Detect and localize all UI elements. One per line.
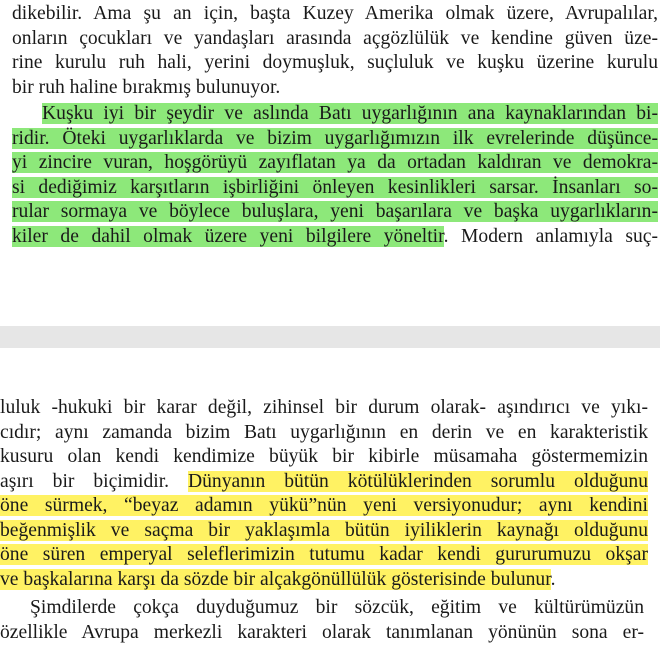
green-highlight: Kuşku iyi bir şeydir ve aslında Batı uygarlığının ana kaynaklarından bi- [42,103,658,124]
text-line [12,200,658,225]
text-line: Şimdilerde çokça duyduğumuz bir sözcük, eğitim ve kültürümüzün [0,596,644,621]
paragraph-3 [0,396,648,592]
text-line: luluk -hukuki bir karar değil, zihinsel bir durum olarak- aşındırıcı ve yıkı- [0,396,648,421]
plain-text: . Modern anlamıyla suç- [444,226,658,247]
page-gap [0,326,660,348]
text-line: bir ruh haline bırakmış bulunuyor. [12,76,658,101]
text-line [12,176,658,201]
text-line [12,127,658,152]
text-line: dikebilir. Ama şu an için, başta Kuzey Amerika olmak üzere, Avrupalılar, [12,2,658,27]
green-highlight: kiler de dahil olmak üzere yeni bilgilere yöneltir [12,226,444,247]
yellow-highlight: öne sürmek, “beyaz adamın yükü”nün yeni versiyonudur; aynı kendini [0,495,648,516]
text-line [0,494,648,519]
paragraph-1 [12,2,658,100]
text-line [12,102,658,127]
text-line [0,543,648,568]
text-line: özellikle Avrupa merkezli karakteri olarak tanımlanan yönünün sona er- [0,621,644,645]
plain-text: . [551,569,556,590]
text-line [0,519,648,544]
text-line: onların çocukları ve yandaşları arasında açgözlülük ve kendine güven üze- [12,27,658,52]
text-line [12,225,658,250]
text-line: cıdır; aynı zamanda bizim Batı uygarlığının en derin ve en karakteristik [0,421,648,446]
text-line [12,151,658,176]
text-line: kusuru olan kendi kendimize büyük bir kibirle müsamaha göstermemizin [0,445,648,470]
yellow-highlight: ve başkalarına karşı da sözde bir alçakgönüllülük gösterisinde bulunur [0,569,551,590]
green-highlight: rular sormaya ve böylece buluşlara, yeni başarılara ve başka uygarlıkların- [12,201,658,222]
paragraph-4 [0,596,644,645]
yellow-highlight: Dünyanın bütün kötülüklerinden sorumlu olduğunu [188,471,648,492]
green-highlight: yi zincire vuran, hoşgörüyü zayıflatan ya da ortadan kaldıran ve demokra- [12,152,658,173]
green-highlight: ridir. Öteki uygarlıklarda ve bizim uygarlığımızın ilk evrelerinde düşünce- [12,128,658,149]
green-highlight: si dediğimiz karşıtların işbirliğini önleyen kesinlikleri sarsar. İnsanları so- [12,177,658,198]
text-line: rine kurulu ruh hali, yerini doymuşluk, suçluluk ve kuşku üzerine kurulu [12,51,658,76]
paragraph-2-highlighted [12,102,658,249]
plain-text: aşırı bir biçimidir. [0,471,188,492]
yellow-highlight: beğenmişlik ve saçma bir yaklaşımla bütün iyiliklerin kaynağı olduğunu [0,520,648,541]
text-line [0,470,648,495]
text-line [0,568,648,593]
yellow-highlight: öne süren emperyal seleflerimizin tutumu kadar kendi gururumuzu okşar [0,544,648,565]
